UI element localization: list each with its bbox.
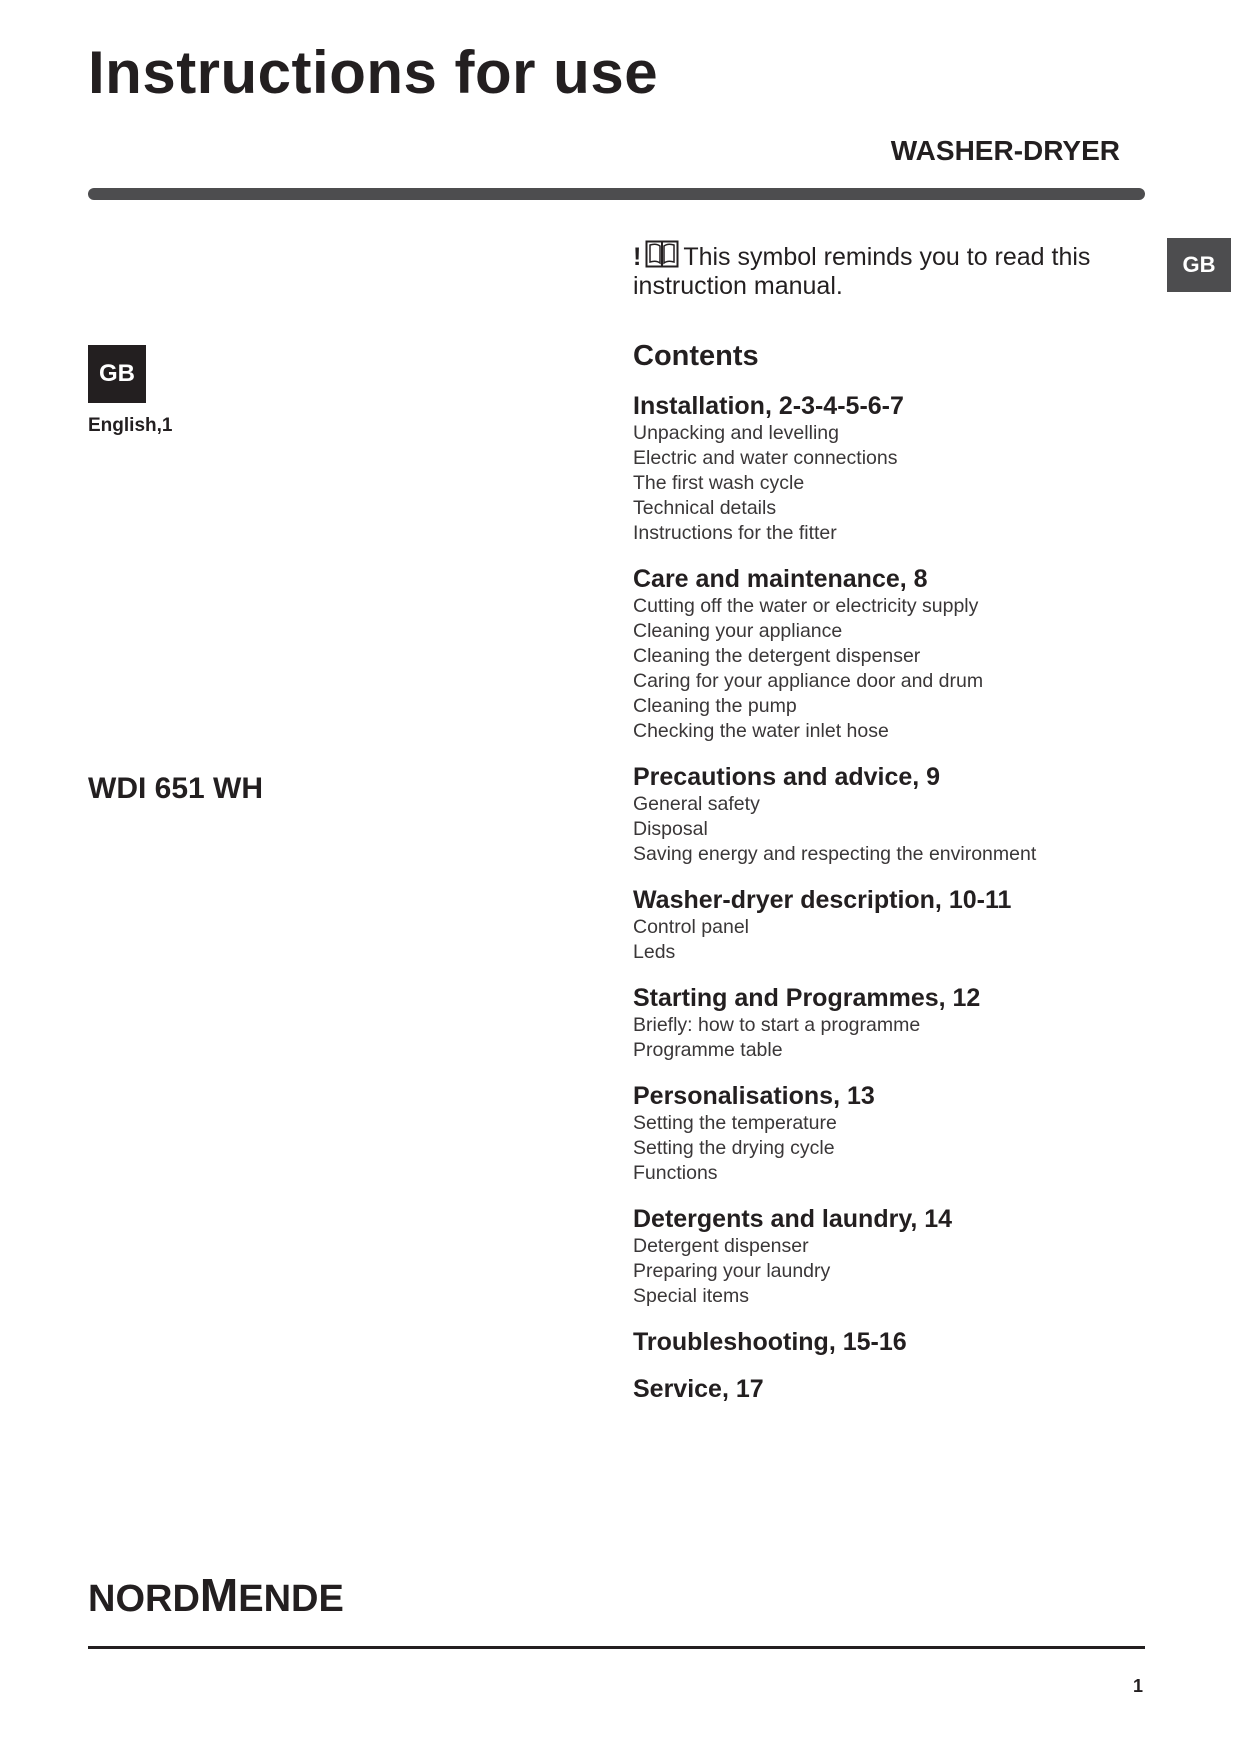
toc-item[interactable]: Disposal [633, 818, 708, 840]
brand-logo: NORDMENDE [88, 1569, 344, 1621]
contents-heading: Contents [633, 340, 759, 372]
language-side-tab[interactable]: GB [1167, 238, 1231, 292]
toc-item[interactable]: Unpacking and levelling [633, 422, 839, 444]
toc-item[interactable]: Setting the drying cycle [633, 1137, 835, 1159]
page-number: 1 [1132, 1676, 1143, 1696]
language-index [88, 345, 172, 437]
model-number: WDI 651 WH [88, 772, 264, 805]
language-badge: GB [88, 345, 146, 403]
toc-item[interactable]: Cleaning the pump [633, 695, 797, 717]
language-label: English,1 [88, 415, 173, 436]
toc-section-title[interactable]: Precautions and advice, 9 [633, 763, 941, 791]
toc-item[interactable]: Functions [633, 1162, 718, 1184]
toc-item[interactable]: Programme table [633, 1039, 783, 1061]
toc-item[interactable]: Caring for your appliance door and drum [633, 670, 984, 692]
toc-item[interactable]: Electric and water connections [633, 447, 898, 469]
toc-section-personalisations [633, 1082, 1153, 1186]
toc-item[interactable]: Checking the water inlet hose [633, 720, 889, 742]
toc-section-installation [633, 392, 1153, 546]
toc-item[interactable]: General safety [633, 793, 760, 815]
toc-section-title[interactable]: Personalisations, 13 [633, 1082, 875, 1110]
toc-item[interactable]: Detergent dispenser [633, 1235, 809, 1257]
toc-item[interactable]: Control panel [633, 916, 749, 938]
toc-section-precautions [633, 763, 1153, 867]
toc-section-title[interactable]: Installation, 2-3-4-5-6-7 [633, 392, 904, 420]
exclamation-mark: ! [633, 243, 642, 271]
toc-section-title[interactable]: Detergents and laundry, 14 [633, 1205, 953, 1233]
toc-section-title[interactable]: Washer-dryer description, 10-11 [633, 886, 1012, 914]
page-title: Instructions for use [88, 39, 659, 106]
toc-item[interactable]: Cleaning the detergent dispenser [633, 645, 921, 667]
footer-divider [88, 1646, 1145, 1649]
toc-item[interactable]: Special items [633, 1285, 749, 1307]
toc-item[interactable]: Cutting off the water or electricity supply [633, 595, 979, 617]
toc-item[interactable]: Setting the temperature [633, 1112, 837, 1134]
toc-section-starting [633, 984, 1153, 1063]
toc-section-title[interactable]: Service, 17 [633, 1375, 764, 1403]
toc-section-title[interactable]: Starting and Programmes, 12 [633, 984, 981, 1012]
toc-item[interactable]: Saving energy and respecting the environment [633, 843, 1037, 865]
product-type: WASHER-DRYER [890, 135, 1120, 166]
toc-section-title[interactable]: Troubleshooting, 15-16 [633, 1328, 907, 1356]
toc-item[interactable]: The first wash cycle [633, 472, 805, 494]
toc-item[interactable]: Briefly: how to start a programme [633, 1014, 921, 1036]
toc-item[interactable]: Leds [633, 941, 676, 963]
toc-item[interactable]: Instructions for the fitter [633, 522, 837, 544]
toc-item[interactable]: Cleaning your appliance [633, 620, 843, 642]
toc-section-detergents [633, 1205, 1153, 1309]
header-divider [88, 188, 1145, 200]
toc-item[interactable]: Preparing your laundry [633, 1260, 831, 1282]
book-icon [645, 240, 679, 273]
toc-item[interactable]: Technical details [633, 497, 777, 519]
table-of-contents [633, 338, 1153, 1422]
toc-section-title[interactable]: Care and maintenance, 8 [633, 565, 928, 593]
toc-section-service [633, 1375, 1153, 1403]
toc-section-care [633, 565, 1153, 744]
notice-text: This symbol reminds you to read this instruction manual. [633, 243, 1091, 300]
toc-section-description [633, 886, 1153, 965]
toc-section-troubleshooting [633, 1328, 1153, 1356]
read-manual-notice [633, 240, 1133, 299]
